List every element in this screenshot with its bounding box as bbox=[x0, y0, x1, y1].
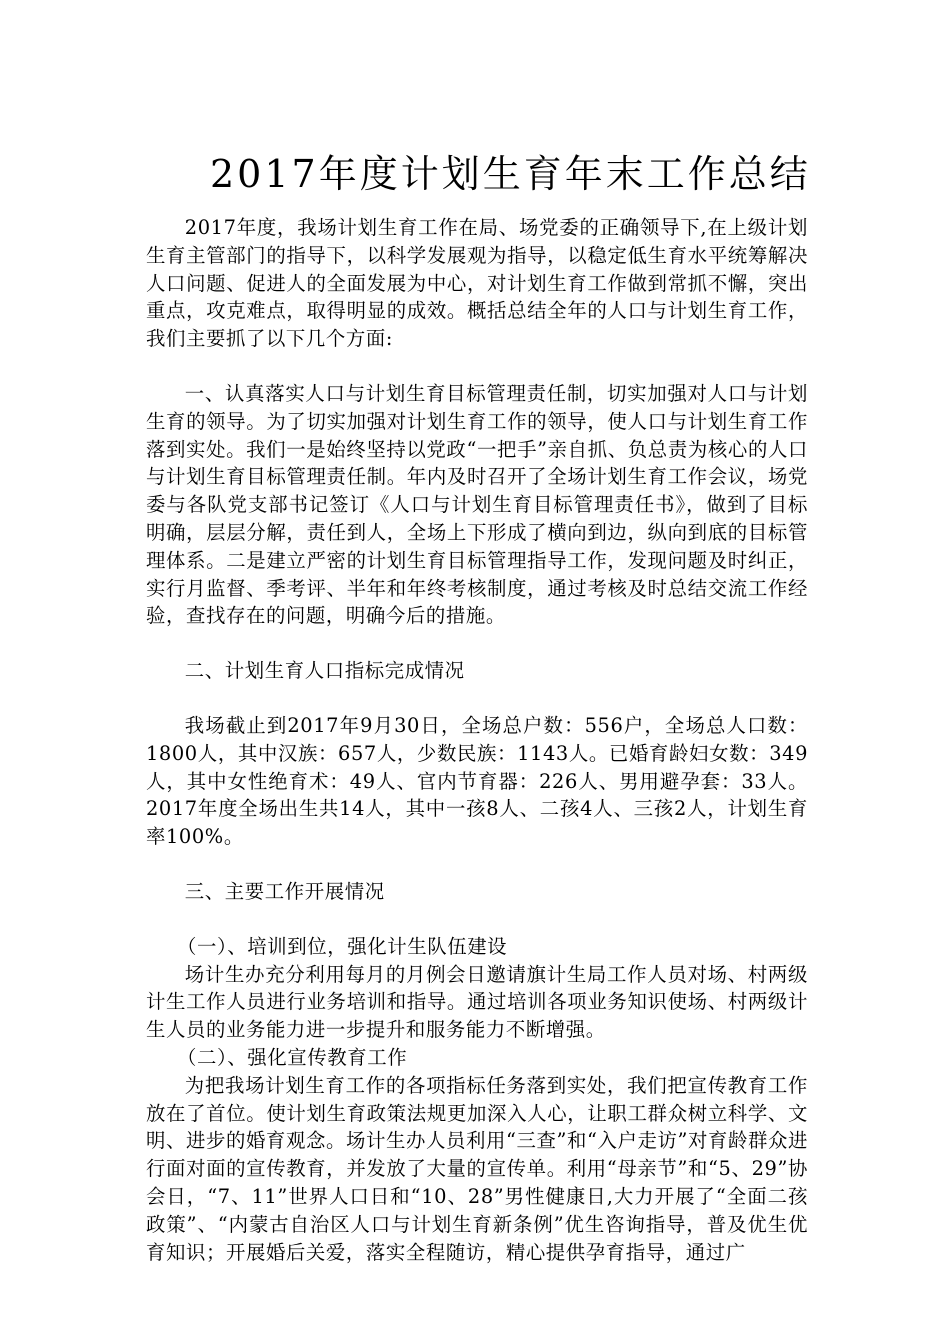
document-body bbox=[146, 214, 808, 1266]
heading-section-3: 三、主要工作开展情况 bbox=[184, 879, 385, 903]
document-title: 2017年度计划生育年末工作总结 bbox=[210, 152, 811, 196]
subheading-publicity: （二）、强化宣传教育工作 bbox=[177, 1045, 408, 1069]
paragraph-section-1: 一、认真落实人口与计划生育目标管理责任制，切实加强对人口与计划生育的领导。为了切实加强对计划生育工作的领导，使人口与计划生育工作落到实处。我们一是始终坚持以党政“一把手”亲自抓、负总责为核心的人口与计划生育目标管理责任制。年内及时召开了全场计划生育工作会议，场党委与各队党支部书记签订《人口与计划生育目标管理责任书》，做到了目标明确，层层分解，责任到人，全场上下形成了横向到边，纵向到底的目标管理体系。二是建立严密的计划生育目标管理指导工作，发现问题及时纠正，实行月监督、季考评、半年和年终考核制度，通过考核及时总结交流工作经验，查找存在的问题，明确今后的措施。 bbox=[146, 381, 808, 628]
paragraph-training: 场计生办充分利用每月的月例会日邀请旗计生局工作人员对场、村两级计生工作人员进行业务培训和指导。通过培训各项业务知识使场、村两级计生人员的业务能力进一步提升和服务能力不断增强。 bbox=[146, 962, 808, 1042]
subheading-training: （一）、培训到位，强化计生队伍建设 bbox=[177, 934, 508, 958]
paragraph-intro: 2017年度，我场计划生育工作在局、场党委的正确领导下,在上级计划生育主管部门的指导下，以科学发展观为指导，以稳定低生育水平统筹解决人口问题、促进人的全面发展为中心，对计划生育工作做到常抓不懈，突出重点，攻克难点，取得明显的成效。概括总结全年的人口与计划生育工作，我们主要抓了以下几个方面: bbox=[146, 216, 808, 351]
paragraph-publicity: 为把我场计划生育工作的各项指标任务落到实处，我们把宣传教育工作放在了首位。使计划生育政策法规更加深入人心，让职工群众树立科学、文明、进步的婚育观念。场计生办人员利用“三查”和“入户走访”对育龄群众进行面对面的宣传教育，并发放了大量的宣传单。利用“母亲节”和“5、29”协会日，“7、11”世界人口日和“10、28”男性健康日,大力开展了“全面二孩政策”、“内蒙古自治区人口与计划生育新条例”优生咨询指导，普及优生优育知识；开展婚后关爱，落实全程随访，精心提供孕育指导，通过广 bbox=[146, 1073, 808, 1264]
heading-section-2: 二、计划生育人口指标完成情况 bbox=[184, 659, 465, 683]
paragraph-section-2: 我场截止到2017年9月30日，全场总户数：556户，全场总人口数：1800人，其中汉族：657人，少数民族：1143人。已婚育龄妇女数：349人，其中女性绝育术：49人、官内节育器：226人、男用避孕套：33人。2017年度全场出生共14人，其中一孩8人、二孩4人、三孩2人，计划生育率100%。 bbox=[146, 713, 808, 849]
